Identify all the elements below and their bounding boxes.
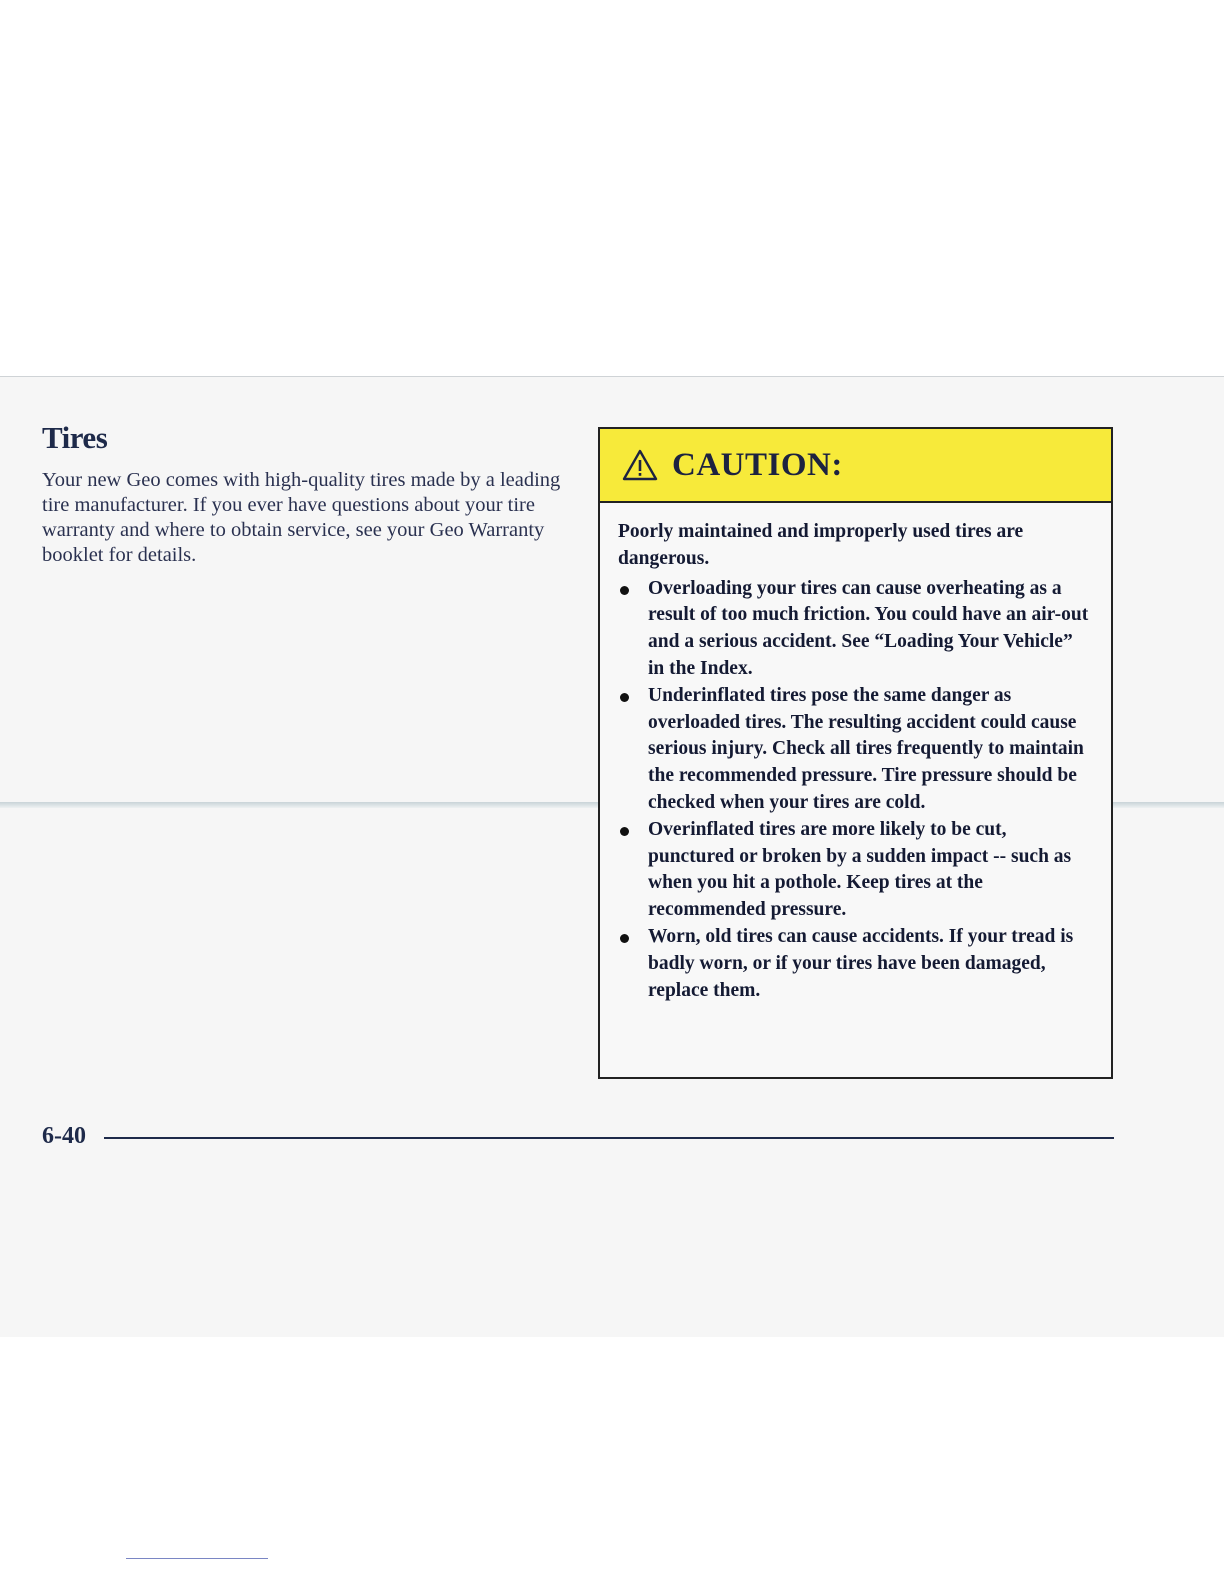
caution-box [598,427,1113,1079]
caution-list [618,576,1093,1005]
list-item [618,576,1093,683]
caution-header [600,429,1111,503]
bullet-dot [620,934,629,943]
list-item [618,683,1093,817]
bullet-dot [620,586,629,595]
intro-paragraph: Your new Geo comes with high-quality tires made by a leading tire manufacturer. If you ever have questions about your tire warranty and where to obtain service, see your Geo Warranty booklet for details. [42,469,561,566]
page-number: 6-40 [42,1123,86,1149]
list-item [618,817,1093,924]
bullet-dot [620,827,629,836]
footer-rule [104,1137,1114,1139]
warning-triangle-icon [622,448,658,482]
bullet-dot [620,693,629,702]
list-item-text: Worn, old tires can cause accidents. If your tread is badly worn, or if your tires have been damaged, replace them. [648,925,1074,1001]
caution-label: CAUTION: [672,446,843,483]
scan-artifact-line [126,1558,268,1559]
list-item-text: Underinflated tires pose the same danger as overloaded tires. The resulting accident could cause serious injury. Check all tires frequently to maintain the recommended pressure. Tire pressure should be checked when your tires are cold. [648,684,1084,813]
list-item [618,924,1093,1004]
caution-body [600,503,1111,1004]
caution-lead: Poorly maintained and improperly used tires are dangerous. [618,521,1024,569]
section-title: Tires [42,420,108,455]
list-item-text: Overinflated tires are more likely to be cut, punctured or broken by a sudden impact -- such as when you hit a pothole. Keep tires at the recommended pressure. [648,818,1072,921]
list-item-text: Overloading your tires can cause overheating as a result of too much friction. You could have an air-out and a serious accident. See “Loading Your Vehicle” in the Index. [648,577,1089,679]
